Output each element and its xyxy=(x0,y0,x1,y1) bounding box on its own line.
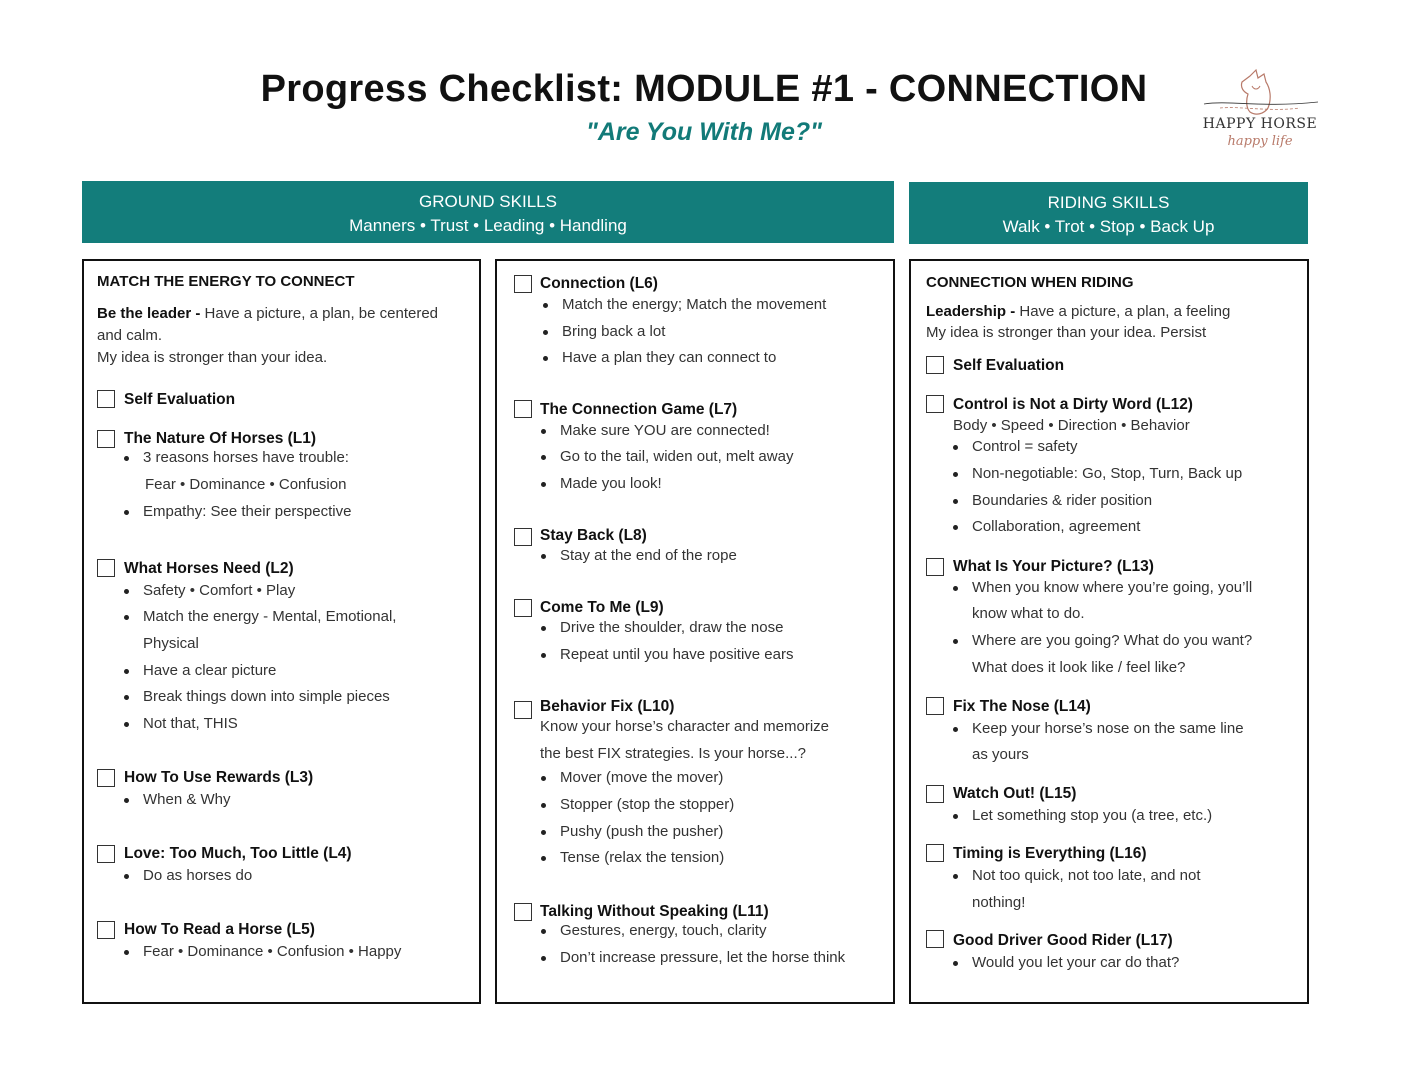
riding-skills-banner xyxy=(909,182,1308,244)
l2-bullet-2: Match the energy - Mental, Emotional, xyxy=(143,608,397,625)
l12-bullet-4: Collaboration, agreement xyxy=(972,518,1141,535)
l2-bullet-2-cont: Physical xyxy=(143,635,199,652)
l15-checkbox[interactable] xyxy=(926,785,944,803)
col3-heading: CONNECTION WHEN RIDING xyxy=(926,274,1134,291)
col1-intro-line1: Have a picture, a plan, be centered xyxy=(204,305,439,322)
l4-checkbox[interactable] xyxy=(97,845,115,863)
l13-bullet-1: When you know where you’re going, you’ll xyxy=(972,579,1253,596)
l10-desc-line1: Know your horse’s character and memorize xyxy=(540,718,830,735)
l3-title: How To Use Rewards (L3) xyxy=(124,769,314,786)
l8-title: Stay Back (L8) xyxy=(540,527,647,544)
l16-checkbox[interactable] xyxy=(926,844,944,862)
l1-subline: Fear • Dominance • Confusion xyxy=(145,476,347,493)
l2-checkbox[interactable] xyxy=(97,559,115,577)
l14-checkbox[interactable] xyxy=(926,697,944,715)
l7-bullet-1: Make sure YOU are connected! xyxy=(560,422,770,439)
l4-bullet-1: Do as horses do xyxy=(143,867,253,884)
l10-bullet-4: Tense (relax the tension) xyxy=(560,849,725,866)
l10-bullet-2: Stopper (stop the stopper) xyxy=(560,796,735,813)
l7-title: The Connection Game (L7) xyxy=(540,401,738,418)
l12-bullet-1: Control = safety xyxy=(972,438,1078,455)
l6-bullet-2: Bring back a lot xyxy=(562,323,666,340)
riding-skills-title: RIDING SKILLS xyxy=(1047,193,1170,212)
l17-title: Good Driver Good Rider (L17) xyxy=(953,932,1173,949)
l9-bullet-2: Repeat until you have positive ears xyxy=(560,646,794,663)
l1-title: The Nature Of Horses (L1) xyxy=(124,430,317,447)
l11-title: Talking Without Speaking (L11) xyxy=(540,903,769,920)
l7-bullet-3: Made you look! xyxy=(560,475,662,492)
l12-checkbox[interactable] xyxy=(926,395,944,413)
col3-intro-bold: Leadership - xyxy=(926,303,1016,320)
l10-checkbox[interactable] xyxy=(514,701,532,719)
l4-title: Love: Too Much, Too Little (L4) xyxy=(124,845,352,862)
l6-bullet-3: Have a plan they can connect to xyxy=(562,349,777,366)
col3-intro xyxy=(926,303,1230,320)
l12-subline: Body • Speed • Direction • Behavior xyxy=(953,417,1190,434)
l13-bullet-2: Where are you going? What do you want? xyxy=(972,632,1253,649)
l5-bullet-1: Fear • Dominance • Confusion • Happy xyxy=(143,943,402,960)
l17-bullet-1: Would you let your car do that? xyxy=(972,954,1180,971)
l12-title: Control is Not a Dirty Word (L12) xyxy=(953,396,1193,413)
l1-checkbox[interactable] xyxy=(97,430,115,448)
col3-intro-line1: Have a picture, a plan, a feeling xyxy=(1019,303,1231,320)
l7-checkbox[interactable] xyxy=(514,400,532,418)
col1-intro-line2: and calm. xyxy=(97,327,163,344)
l6-checkbox[interactable] xyxy=(514,275,532,293)
page-subtitle: "Are You With Me?" xyxy=(586,118,822,146)
col3-self-evaluation: Self Evaluation xyxy=(953,357,1065,374)
l11-bullet-1: Gestures, energy, touch, clarity xyxy=(560,922,767,939)
ground-column-1 xyxy=(82,259,481,1004)
ground-skills-banner xyxy=(82,181,894,243)
ground-skills-title: GROUND SKILLS xyxy=(419,192,557,211)
l13-checkbox[interactable] xyxy=(926,558,944,576)
l14-bullet-1-cont: as yours xyxy=(972,746,1029,763)
l14-title: Fix The Nose (L14) xyxy=(953,698,1091,715)
l3-checkbox[interactable] xyxy=(97,769,115,787)
l17-checkbox[interactable] xyxy=(926,930,944,948)
l15-bullet-1: Let something stop you (a tree, etc.) xyxy=(972,807,1213,824)
col1-heading: MATCH THE ENERGY TO CONNECT xyxy=(97,273,355,290)
happy-horse-logo xyxy=(1200,68,1320,156)
l16-bullet-1: Not too quick, not too late, and not xyxy=(972,867,1201,884)
l16-bullet-1-cont: nothing! xyxy=(972,894,1026,911)
l9-title: Come To Me (L9) xyxy=(540,599,664,616)
l10-title: Behavior Fix (L10) xyxy=(540,698,675,715)
l6-title: Connection (L6) xyxy=(540,275,658,292)
l13-bullet-2-cont: What does it look like / feel like? xyxy=(972,659,1186,676)
l7-bullet-2: Go to the tail, widen out, melt away xyxy=(560,448,794,465)
l16-title: Timing is Everything (L16) xyxy=(953,845,1147,862)
l10-bullet-1: Mover (move the mover) xyxy=(560,769,724,786)
col1-intro-bold: Be the leader - xyxy=(97,305,201,322)
l1-bullet-1: 3 reasons horses have trouble: xyxy=(143,449,349,466)
col1-intro-line3: My idea is stronger than your idea. xyxy=(97,349,328,366)
l2-bullet-1: Safety • Comfort • Play xyxy=(143,582,296,599)
l5-checkbox[interactable] xyxy=(97,921,115,939)
riding-skills-subtitle: Walk • Trot • Stop • Back Up xyxy=(1002,217,1215,236)
self-evaluation-checkbox[interactable] xyxy=(97,390,115,408)
l1-bullet-2: Empathy: See their perspective xyxy=(143,503,352,520)
col3-intro-line2: My idea is stronger than your idea. Persist xyxy=(926,324,1207,341)
l6-bullet-1: Match the energy; Match the movement xyxy=(562,296,827,313)
logo-name: HAPPY HORSE xyxy=(1202,116,1318,132)
l12-bullet-3: Boundaries & rider position xyxy=(972,492,1153,509)
l2-title: What Horses Need (L2) xyxy=(124,560,294,577)
l13-title: What Is Your Picture? (L13) xyxy=(953,558,1154,575)
l10-bullet-3: Pushy (push the pusher) xyxy=(560,823,724,840)
l8-checkbox[interactable] xyxy=(514,528,532,546)
l2-bullet-3: Have a clear picture xyxy=(143,662,277,679)
l3-bullet-1: When & Why xyxy=(143,791,231,808)
l9-bullet-1: Drive the shoulder, draw the nose xyxy=(560,619,784,636)
l2-bullet-4: Break things down into simple pieces xyxy=(143,688,390,705)
l11-checkbox[interactable] xyxy=(514,903,532,921)
l8-bullet-1: Stay at the end of the rope xyxy=(560,547,737,564)
l11-bullet-2: Don’t increase pressure, let the horse think xyxy=(560,949,846,966)
page-title: Progress Checklist: MODULE #1 - CONNECTION xyxy=(260,68,1148,110)
logo-script: happy life xyxy=(1227,134,1293,149)
l9-checkbox[interactable] xyxy=(514,599,532,617)
ground-skills-subtitle: Manners • Trust • Leading • Handling xyxy=(349,216,627,235)
l15-title: Watch Out! (L15) xyxy=(953,785,1077,802)
l12-bullet-2: Non-negotiable: Go, Stop, Turn, Back up xyxy=(972,465,1243,482)
l14-bullet-1: Keep your horse’s nose on the same line xyxy=(972,720,1244,737)
l13-bullet-1-cont: know what to do. xyxy=(972,605,1085,622)
l5-title: How To Read a Horse (L5) xyxy=(124,921,315,938)
col1-self-evaluation: Self Evaluation xyxy=(124,391,236,408)
riding-self-evaluation-checkbox[interactable] xyxy=(926,356,944,374)
col1-intro xyxy=(97,305,438,322)
l10-desc-line2: the best FIX strategies. Is your horse...? xyxy=(540,745,806,762)
l2-bullet-5: Not that, THIS xyxy=(143,715,238,732)
